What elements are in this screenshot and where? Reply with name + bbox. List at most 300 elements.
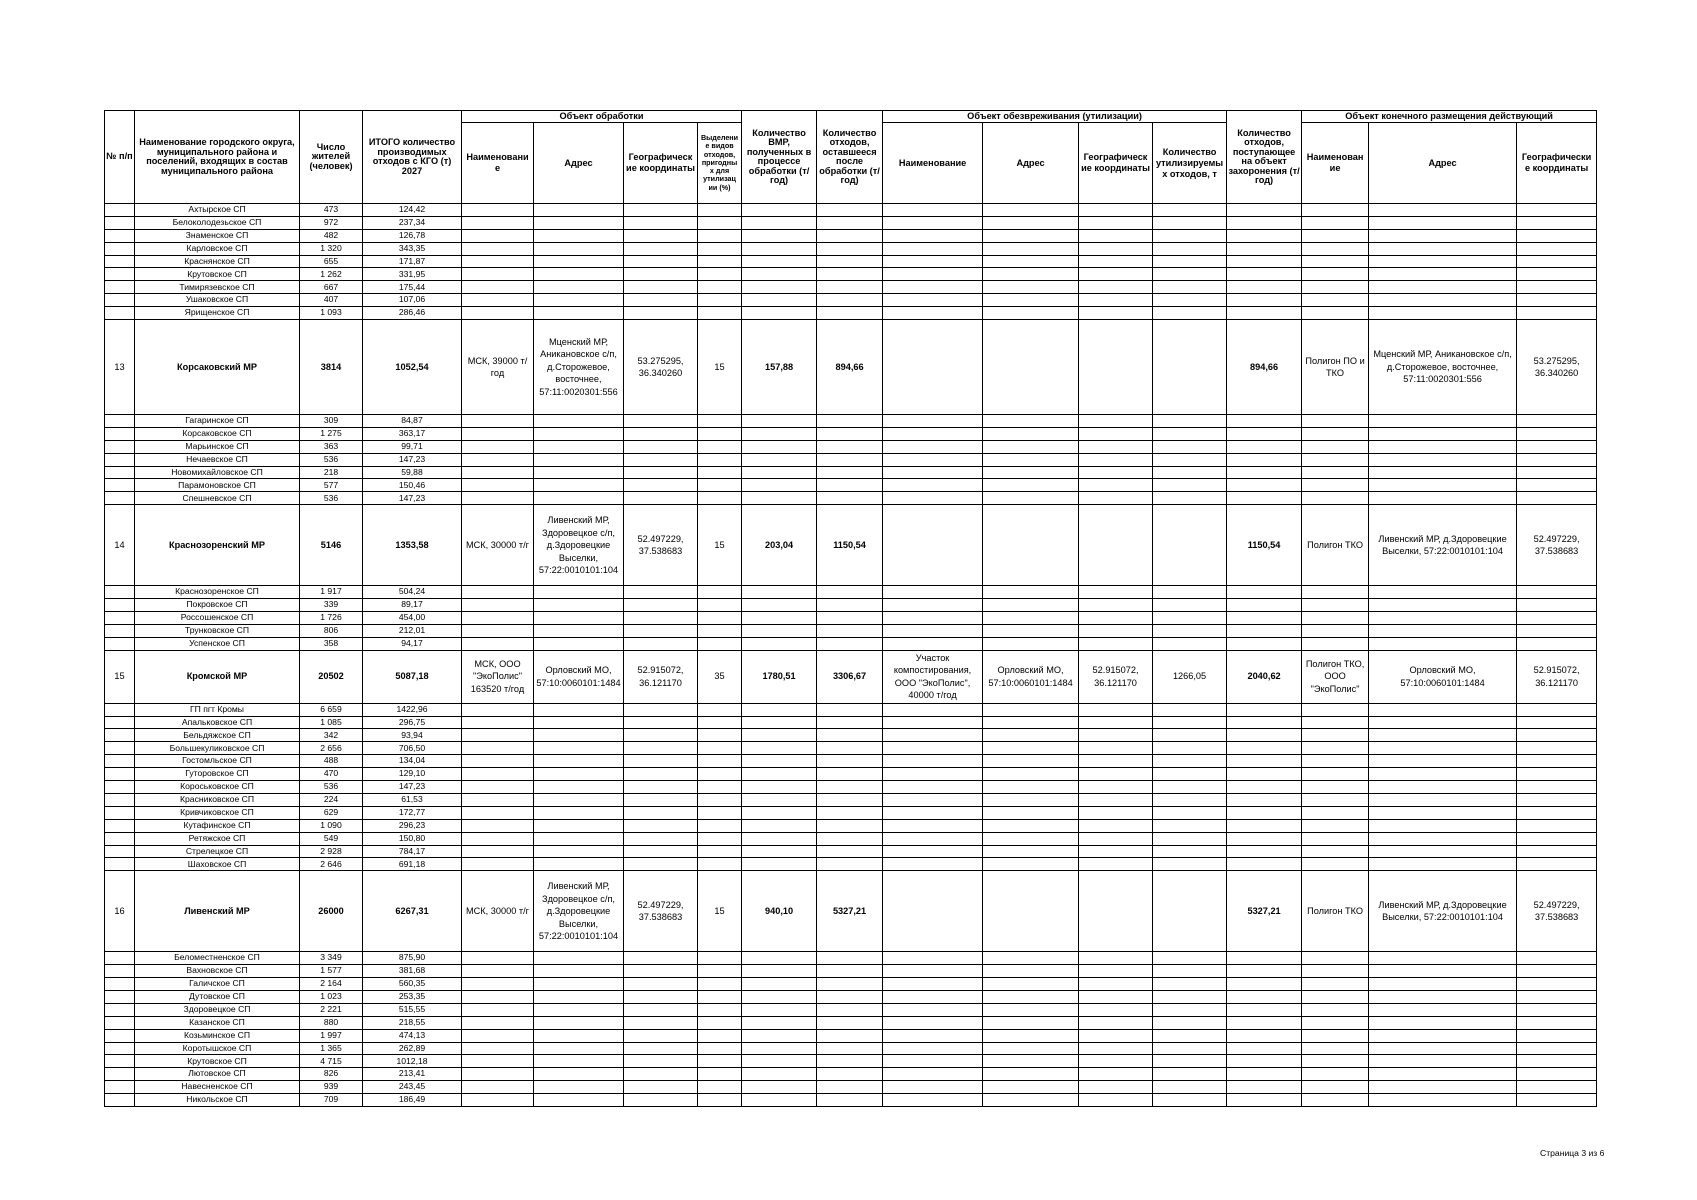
cell-f-addr: [1369, 978, 1517, 991]
header-final-coords: Географически е координаты: [1517, 123, 1597, 204]
header-burial: Количество отходов, поступающее на объект захоронения (т/год): [1227, 111, 1302, 204]
cell-p-addr: [534, 952, 624, 965]
settlement-row: [105, 768, 1597, 781]
cell-f-name: [1302, 307, 1369, 320]
cell-p-pct: [698, 1003, 742, 1016]
cell-vmr: [742, 716, 817, 729]
cell-p-name: [462, 307, 534, 320]
cell-p-name: [462, 781, 534, 794]
cell-burial: [1227, 599, 1302, 612]
cell-f-name: [1302, 1029, 1369, 1042]
cell-total: 129,10: [363, 768, 462, 781]
cell-f-addr: [1369, 729, 1517, 742]
cell-f-addr: [1369, 768, 1517, 781]
cell-p-addr: [534, 492, 624, 505]
header-num: № п/п: [105, 111, 135, 204]
cell-n-name: [883, 871, 983, 952]
cell-name: Корсаковский МР: [135, 320, 300, 415]
cell-pop: 1 093: [300, 307, 363, 320]
cell-p-pct: [698, 479, 742, 492]
district-row: [105, 505, 1597, 586]
cell-n-geo: [1079, 832, 1153, 845]
cell-burial: [1227, 703, 1302, 716]
cell-n-name: [883, 505, 983, 586]
cell-vmr: [742, 599, 817, 612]
settlement-row: [105, 294, 1597, 307]
cell-num: [105, 586, 135, 599]
cell-num: [105, 952, 135, 965]
settlement-row: [105, 637, 1597, 650]
cell-n-util: [1153, 832, 1227, 845]
cell-burial: [1227, 229, 1302, 242]
cell-total: 99,71: [363, 440, 462, 453]
cell-remain: [817, 1042, 883, 1055]
cell-p-name: [462, 637, 534, 650]
cell-name: Успенское СП: [135, 637, 300, 650]
cell-burial: [1227, 268, 1302, 281]
cell-f-geo: [1517, 990, 1597, 1003]
cell-n-util: [1153, 1016, 1227, 1029]
cell-p-addr: [534, 415, 624, 428]
cell-n-name: [883, 242, 983, 255]
cell-pop: 1 262: [300, 268, 363, 281]
cell-burial: [1227, 858, 1302, 871]
cell-burial: [1227, 819, 1302, 832]
cell-pop: 309: [300, 415, 363, 428]
cell-n-util: [1153, 307, 1227, 320]
cell-p-name: [462, 1081, 534, 1094]
cell-remain: [817, 492, 883, 505]
cell-p-geo: [624, 440, 698, 453]
cell-n-addr: [983, 793, 1079, 806]
cell-n-geo: [1079, 1029, 1153, 1042]
cell-num: [105, 965, 135, 978]
cell-pop: 1 023: [300, 990, 363, 1003]
cell-f-addr: [1369, 216, 1517, 229]
cell-n-name: [883, 1081, 983, 1094]
cell-n-name: [883, 832, 983, 845]
cell-p-geo: [624, 624, 698, 637]
cell-num: [105, 978, 135, 991]
cell-n-name: [883, 793, 983, 806]
cell-total: 186,49: [363, 1094, 462, 1107]
cell-p-name: [462, 479, 534, 492]
cell-n-geo: [1079, 1081, 1153, 1094]
cell-p-name: [462, 806, 534, 819]
cell-n-name: [883, 612, 983, 625]
cell-p-name: [462, 845, 534, 858]
cell-burial: [1227, 281, 1302, 294]
cell-num: [105, 1029, 135, 1042]
cell-n-geo: 52.915072, 36.121170: [1079, 650, 1153, 703]
cell-total: 363,17: [363, 427, 462, 440]
cell-n-util: [1153, 505, 1227, 586]
cell-num: 13: [105, 320, 135, 415]
cell-f-geo: [1517, 845, 1597, 858]
cell-p-geo: [624, 965, 698, 978]
cell-num: 15: [105, 650, 135, 703]
cell-burial: [1227, 216, 1302, 229]
cell-p-pct: [698, 492, 742, 505]
cell-p-name: [462, 466, 534, 479]
cell-p-name: [462, 1016, 534, 1029]
cell-total: 171,87: [363, 255, 462, 268]
cell-p-geo: [624, 216, 698, 229]
cell-n-geo: [1079, 453, 1153, 466]
cell-num: [105, 1003, 135, 1016]
cell-p-geo: [624, 229, 698, 242]
cell-f-name: [1302, 427, 1369, 440]
cell-p-pct: [698, 845, 742, 858]
cell-remain: [817, 637, 883, 650]
cell-vmr: [742, 294, 817, 307]
cell-f-addr: [1369, 453, 1517, 466]
cell-num: [105, 599, 135, 612]
cell-p-geo: [624, 1016, 698, 1029]
cell-burial: [1227, 978, 1302, 991]
cell-n-name: [883, 858, 983, 871]
cell-p-addr: [534, 1081, 624, 1094]
cell-n-name: [883, 742, 983, 755]
cell-name: Вахновское СП: [135, 965, 300, 978]
cell-name: Нечаевское СП: [135, 453, 300, 466]
cell-f-addr: [1369, 242, 1517, 255]
cell-pop: 473: [300, 204, 363, 217]
cell-name: Корсаковское СП: [135, 427, 300, 440]
cell-n-addr: [983, 453, 1079, 466]
cell-f-name: [1302, 453, 1369, 466]
cell-num: [105, 294, 135, 307]
cell-burial: [1227, 624, 1302, 637]
cell-p-addr: [534, 204, 624, 217]
cell-p-geo: 52.497229, 37.538683: [624, 871, 698, 952]
cell-n-addr: [983, 1055, 1079, 1068]
cell-n-geo: [1079, 781, 1153, 794]
cell-n-geo: [1079, 216, 1153, 229]
cell-name: Краснозоренское СП: [135, 586, 300, 599]
cell-n-name: [883, 806, 983, 819]
cell-name: Дутовское СП: [135, 990, 300, 1003]
cell-num: [105, 1042, 135, 1055]
cell-remain: [817, 742, 883, 755]
cell-p-pct: [698, 268, 742, 281]
cell-n-name: [883, 294, 983, 307]
cell-p-name: [462, 268, 534, 281]
cell-n-util: [1153, 427, 1227, 440]
cell-f-geo: [1517, 1016, 1597, 1029]
cell-n-addr: [983, 1068, 1079, 1081]
cell-n-addr: [983, 612, 1079, 625]
cell-f-addr: [1369, 415, 1517, 428]
header-neutralization-coords: Географическ ие координаты: [1079, 123, 1153, 204]
cell-f-geo: [1517, 307, 1597, 320]
cell-total: 253,35: [363, 990, 462, 1003]
cell-name: Тимирязевское СП: [135, 281, 300, 294]
cell-p-pct: [698, 755, 742, 768]
header-remain: Количество отходов, оставшееся после обработки (т/год): [817, 111, 883, 204]
cell-pop: 224: [300, 793, 363, 806]
cell-n-util: [1153, 492, 1227, 505]
cell-remain: [817, 978, 883, 991]
cell-remain: [817, 952, 883, 965]
cell-remain: [817, 612, 883, 625]
cell-burial: [1227, 1016, 1302, 1029]
cell-n-geo: [1079, 729, 1153, 742]
cell-vmr: [742, 1068, 817, 1081]
cell-p-geo: [624, 1068, 698, 1081]
cell-n-util: [1153, 255, 1227, 268]
cell-p-name: [462, 440, 534, 453]
cell-n-util: [1153, 479, 1227, 492]
cell-num: [105, 229, 135, 242]
cell-n-geo: [1079, 255, 1153, 268]
cell-f-geo: [1517, 1094, 1597, 1107]
cell-f-geo: [1517, 466, 1597, 479]
cell-p-pct: [698, 255, 742, 268]
cell-remain: [817, 268, 883, 281]
cell-p-geo: [624, 1055, 698, 1068]
cell-f-addr: [1369, 742, 1517, 755]
cell-p-addr: [534, 1042, 624, 1055]
cell-remain: [817, 781, 883, 794]
cell-num: [105, 793, 135, 806]
cell-pop: 4 715: [300, 1055, 363, 1068]
cell-burial: [1227, 965, 1302, 978]
cell-n-geo: [1079, 466, 1153, 479]
settlement-row: [105, 755, 1597, 768]
cell-n-addr: [983, 1029, 1079, 1042]
cell-burial: [1227, 716, 1302, 729]
cell-num: [105, 466, 135, 479]
settlement-row: [105, 845, 1597, 858]
cell-p-pct: [698, 990, 742, 1003]
cell-num: [105, 768, 135, 781]
cell-f-addr: [1369, 229, 1517, 242]
cell-name: Гостомльское СП: [135, 755, 300, 768]
settlement-row: [105, 806, 1597, 819]
cell-n-name: [883, 204, 983, 217]
cell-pop: 482: [300, 229, 363, 242]
cell-f-name: [1302, 978, 1369, 991]
cell-p-pct: [698, 742, 742, 755]
header-neutralization-name: Наименование: [883, 123, 983, 204]
cell-n-addr: [983, 599, 1079, 612]
cell-f-addr: [1369, 965, 1517, 978]
cell-n-name: [883, 1029, 983, 1042]
cell-total: 5087,18: [363, 650, 462, 703]
cell-pop: 806: [300, 624, 363, 637]
cell-total: 107,06: [363, 294, 462, 307]
cell-p-geo: [624, 1042, 698, 1055]
cell-f-name: [1302, 990, 1369, 1003]
cell-vmr: [742, 952, 817, 965]
cell-f-addr: [1369, 466, 1517, 479]
cell-f-geo: 52.497229, 37.538683: [1517, 871, 1597, 952]
cell-f-geo: [1517, 624, 1597, 637]
header-neutralization-group: Объект обезвреживания (утилизации): [883, 111, 1227, 123]
cell-p-geo: [624, 858, 698, 871]
cell-f-geo: [1517, 781, 1597, 794]
cell-total: 213,41: [363, 1068, 462, 1081]
cell-remain: [817, 1055, 883, 1068]
cell-p-addr: [534, 703, 624, 716]
cell-n-name: [883, 466, 983, 479]
cell-n-name: [883, 255, 983, 268]
cell-p-name: [462, 703, 534, 716]
cell-n-addr: [983, 768, 1079, 781]
cell-n-geo: [1079, 871, 1153, 952]
cell-remain: [817, 819, 883, 832]
cell-remain: [817, 793, 883, 806]
cell-burial: [1227, 1042, 1302, 1055]
cell-pop: 218: [300, 466, 363, 479]
cell-pop: 1 917: [300, 586, 363, 599]
cell-name: Коротышское СП: [135, 1042, 300, 1055]
cell-p-addr: [534, 1094, 624, 1107]
cell-n-util: [1153, 612, 1227, 625]
cell-f-name: [1302, 599, 1369, 612]
cell-f-addr: [1369, 637, 1517, 650]
settlement-row: [105, 1094, 1597, 1107]
cell-vmr: [742, 1003, 817, 1016]
cell-f-name: [1302, 216, 1369, 229]
cell-p-addr: [534, 990, 624, 1003]
cell-name: Галичское СП: [135, 978, 300, 991]
cell-pop: 1 365: [300, 1042, 363, 1055]
cell-f-geo: [1517, 294, 1597, 307]
cell-n-addr: [983, 624, 1079, 637]
cell-f-geo: [1517, 832, 1597, 845]
cell-f-name: [1302, 1016, 1369, 1029]
cell-p-addr: [534, 781, 624, 794]
cell-num: 14: [105, 505, 135, 586]
cell-p-addr: [534, 466, 624, 479]
settlement-row: [105, 1068, 1597, 1081]
cell-pop: 6 659: [300, 703, 363, 716]
settlement-row: [105, 1016, 1597, 1029]
cell-n-addr: [983, 742, 1079, 755]
cell-n-name: [883, 229, 983, 242]
cell-p-pct: [698, 965, 742, 978]
cell-n-geo: [1079, 440, 1153, 453]
cell-remain: [817, 965, 883, 978]
settlement-row: [105, 965, 1597, 978]
cell-p-geo: [624, 1094, 698, 1107]
cell-remain: 5327,21: [817, 871, 883, 952]
cell-num: [105, 479, 135, 492]
cell-remain: [817, 624, 883, 637]
cell-remain: [817, 1094, 883, 1107]
cell-total: 1012,18: [363, 1055, 462, 1068]
cell-pop: 1 997: [300, 1029, 363, 1042]
cell-f-geo: [1517, 268, 1597, 281]
cell-total: 296,75: [363, 716, 462, 729]
cell-num: [105, 703, 135, 716]
cell-n-util: [1153, 216, 1227, 229]
cell-f-name: [1302, 204, 1369, 217]
cell-p-addr: Мценский МР, Аникановское с/п, д.Сторожевое, восточнее, 57:11:0020301:556: [534, 320, 624, 415]
cell-remain: [817, 294, 883, 307]
cell-n-util: [1153, 755, 1227, 768]
cell-name: Козьминское СП: [135, 1029, 300, 1042]
cell-n-name: [883, 952, 983, 965]
cell-n-addr: Орловский МО, 57:10:0060101:1484: [983, 650, 1079, 703]
header-total: ИТОГО количество производимых отходов с КГО (т) 2027: [363, 111, 462, 204]
settlement-row: [105, 307, 1597, 320]
cell-n-util: [1153, 204, 1227, 217]
cell-vmr: [742, 440, 817, 453]
cell-name: Спешневское СП: [135, 492, 300, 505]
cell-remain: 3306,67: [817, 650, 883, 703]
cell-name: Кромской МР: [135, 650, 300, 703]
cell-burial: 1150,54: [1227, 505, 1302, 586]
cell-p-pct: [698, 1081, 742, 1094]
cell-f-addr: [1369, 586, 1517, 599]
cell-pop: 655: [300, 255, 363, 268]
cell-name: Никольское СП: [135, 1094, 300, 1107]
cell-p-addr: [534, 440, 624, 453]
cell-p-geo: [624, 768, 698, 781]
cell-num: [105, 281, 135, 294]
cell-n-addr: [983, 845, 1079, 858]
cell-vmr: [742, 466, 817, 479]
cell-p-name: [462, 586, 534, 599]
cell-vmr: [742, 229, 817, 242]
cell-n-util: [1153, 806, 1227, 819]
cell-p-geo: [624, 742, 698, 755]
cell-f-geo: [1517, 978, 1597, 991]
cell-n-util: [1153, 768, 1227, 781]
cell-f-name: [1302, 858, 1369, 871]
cell-f-name: [1302, 268, 1369, 281]
cell-remain: [817, 281, 883, 294]
cell-pop: 826: [300, 1068, 363, 1081]
cell-f-addr: [1369, 1055, 1517, 1068]
cell-f-addr: [1369, 990, 1517, 1003]
cell-f-addr: [1369, 612, 1517, 625]
cell-n-name: [883, 990, 983, 1003]
cell-f-name: [1302, 624, 1369, 637]
cell-total: 93,94: [363, 729, 462, 742]
cell-p-geo: [624, 427, 698, 440]
cell-burial: [1227, 990, 1302, 1003]
cell-num: [105, 858, 135, 871]
cell-total: 147,23: [363, 453, 462, 466]
cell-remain: [817, 479, 883, 492]
cell-n-name: [883, 1055, 983, 1068]
cell-f-name: [1302, 703, 1369, 716]
cell-num: [105, 268, 135, 281]
cell-name: Ахтырское СП: [135, 204, 300, 217]
cell-total: 84,87: [363, 415, 462, 428]
cell-remain: [817, 216, 883, 229]
cell-f-addr: [1369, 1016, 1517, 1029]
cell-burial: [1227, 781, 1302, 794]
cell-f-geo: [1517, 281, 1597, 294]
cell-remain: [817, 229, 883, 242]
cell-p-pct: 15: [698, 871, 742, 952]
cell-remain: [817, 729, 883, 742]
cell-num: [105, 1068, 135, 1081]
header-processing-percent: Выделени е видов отходов, пригодны х для утилизац ии (%): [698, 123, 742, 204]
cell-n-addr: [983, 204, 1079, 217]
cell-vmr: 203,04: [742, 505, 817, 586]
cell-p-addr: Ливенский МР, Здоровецкое с/п, д.Здоровецкие Выселки, 57:22:0010101:104: [534, 871, 624, 952]
cell-p-geo: [624, 599, 698, 612]
cell-p-name: [462, 415, 534, 428]
cell-n-util: [1153, 415, 1227, 428]
cell-total: 150,46: [363, 479, 462, 492]
